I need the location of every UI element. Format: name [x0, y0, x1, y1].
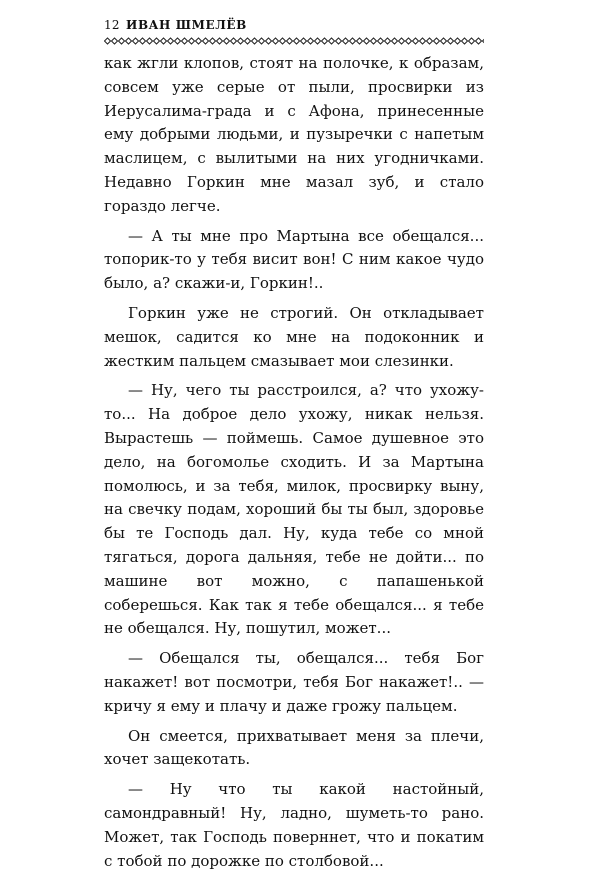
decorative-border-ornament	[104, 36, 484, 46]
paragraph: Горкин уже не строгий. Он откладывает мешок, садится ко мне на подоконник и жестким пальцем смазывает мои слезинки.	[104, 303, 484, 370]
body-text	[104, 52, 484, 879]
running-head	[104, 18, 484, 36]
paragraph: — А ты мне про Мартына все обещался... топорик-то у тебя висит вон! С ним какое чудо было, а? скажи-и, Горкин!..	[104, 226, 484, 293]
paragraph: Он смеется, прихватывает меня за плечи, хочет защекотать.	[104, 726, 484, 769]
author-name: ИВАН ШМЕЛЁВ	[126, 18, 247, 32]
paragraph: как жгли клопов, стоят на полочке, к образам, совсем уже серые от пыли, просвирки из Иерусалима-града и с Афона, принесенные ему добрыми людьми, и пузыречки с напетым маслицем, с вылитыми на них угодничками. Недавно Горкин мне мазал зуб, и стало гораздо легче.	[104, 54, 484, 215]
paragraph: — Ну что ты какой настойный, самондравный! Ну, ладно, шуметь-то рано. Может, так Господь поверннет, что и покатим с тобой по дорожке по столбовой...	[104, 780, 484, 870]
page-number: 12	[104, 18, 120, 32]
paragraph: — Ну, чего ты расстроился, а? что ухожу-то... На доброе дело ухожу, никак нельзя. Вырастешь — поймешь. Самое душевное это дело, на богомолье сходить. И за Мартына помолюсь, и за тебя, милок, просвирку выну, на свечку подам, хороший бы ты был, здоровье бы те Господь дал. Ну, куда тебе со мной тягаться, дорога дальняя, тебе не дойти... по машине вот можно, с папашенькой соберешься. Как так я тебе обещался... я тебе не обещался. Ну, пошутил, может...	[104, 381, 484, 638]
paragraph: — Обещался ты, обещался... тебя Бог накажет! вот посмотри, тебя Бог накажет!.. — кричу я ему и плачу и даже грожу пальцем.	[104, 649, 484, 715]
